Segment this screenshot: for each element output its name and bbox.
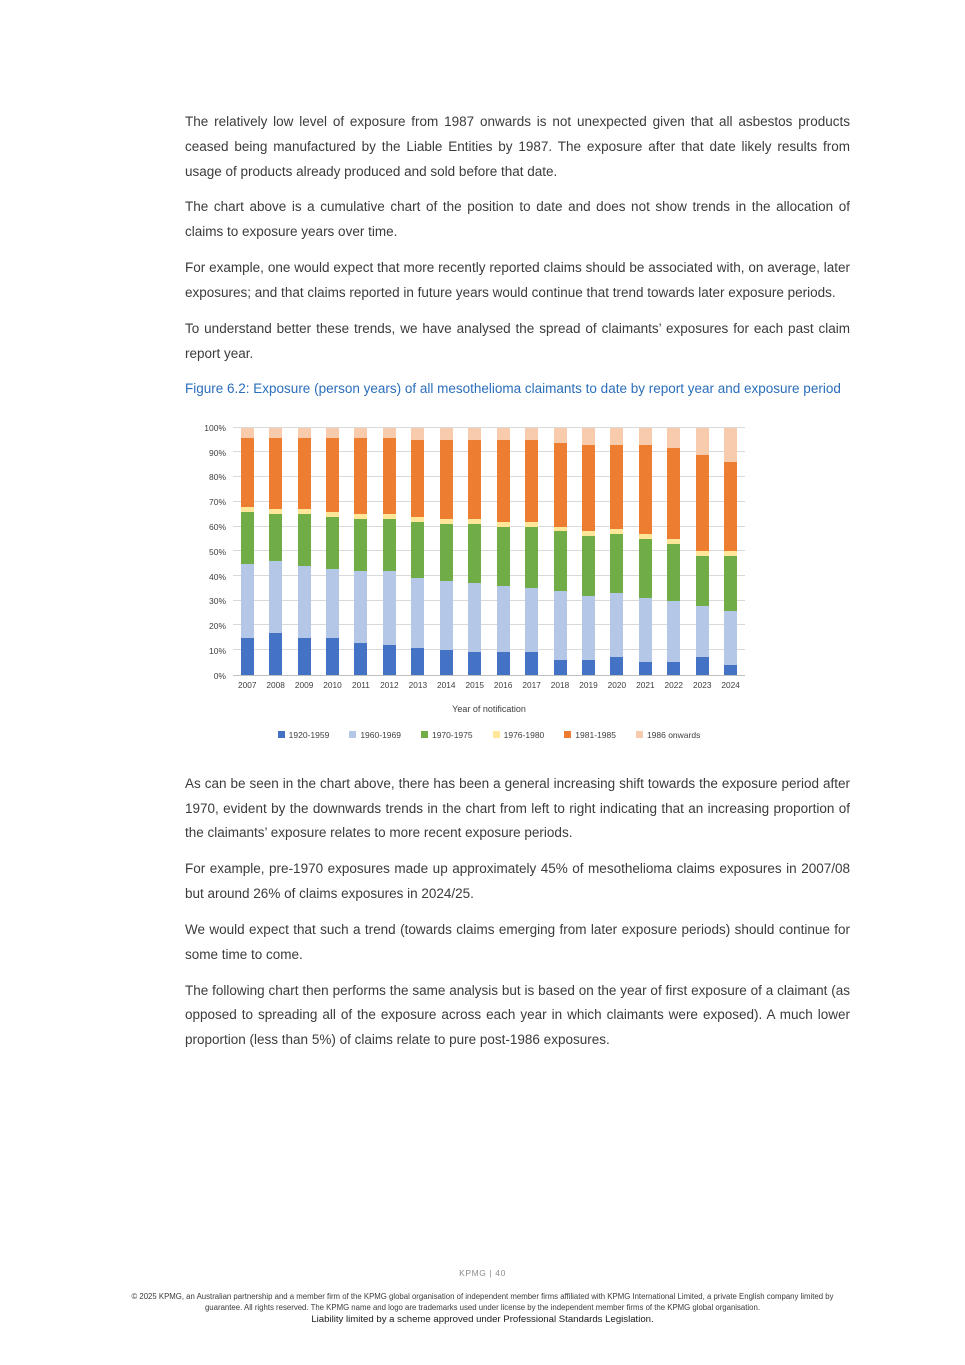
bar-segment-1920-1959 [525, 652, 538, 674]
bar-segment-1920-1959 [411, 648, 424, 675]
bar-segment-1920-1959 [354, 643, 367, 675]
x-tick-label: 2010 [323, 679, 342, 690]
bar-segment-1981-1985 [269, 438, 282, 510]
x-tick-label: 2018 [550, 679, 570, 690]
bar-2017 [517, 428, 545, 675]
bar-2012 [375, 428, 403, 675]
bar-segment-1986-onwards [696, 428, 709, 455]
stacked-bar [582, 428, 595, 675]
y-tick-label: 30% [208, 596, 226, 607]
bar-segment-1986-onwards [269, 428, 282, 438]
bar-segment-1960-1969 [383, 571, 396, 645]
bar-segment-1970-1975 [269, 514, 282, 561]
bar-2022 [660, 428, 688, 675]
bar-2014 [432, 428, 460, 675]
bar-segment-1981-1985 [298, 438, 311, 510]
paragraph-cumulative-chart: The chart above is a cumulative chart of the position to date and does not show trends in the allocation of claims to exposure years over time. [185, 199, 850, 240]
bar-2024 [716, 428, 744, 675]
bar-segment-1970-1975 [554, 531, 567, 590]
bar-segment-1986-onwards [610, 428, 623, 445]
bar-segment-1981-1985 [383, 438, 396, 515]
chart-x-axis-title: Year of notification [452, 703, 526, 714]
stacked-bar [440, 428, 453, 675]
legend-label: 1960-1969 [360, 729, 401, 740]
bar-segment-1960-1969 [639, 598, 652, 662]
bar-segment-1970-1975 [667, 544, 680, 601]
bar-segment-1986-onwards [383, 428, 396, 438]
bar-segment-1960-1969 [610, 593, 623, 657]
bar-2015 [461, 428, 489, 675]
x-tick-label: 2020 [607, 679, 627, 690]
bar-segment-1920-1959 [497, 652, 510, 674]
y-tick-label: 100% [204, 422, 226, 433]
bar-segment-1960-1969 [298, 566, 311, 638]
bar-segment-1981-1985 [468, 440, 481, 519]
bar-segment-1981-1985 [497, 440, 510, 522]
body-bottom-section [185, 772, 850, 1053]
bar-segment-1970-1975 [696, 556, 709, 605]
bar-2016 [489, 428, 517, 675]
bar-segment-1960-1969 [667, 601, 680, 663]
chart-y-axis [197, 422, 233, 681]
bar-segment-1970-1975 [383, 519, 396, 571]
chart-bars [233, 428, 745, 675]
bar-segment-1970-1975 [610, 534, 623, 593]
x-tick-label: 2011 [352, 679, 370, 690]
y-tick-label: 80% [208, 472, 226, 483]
legend-label: 1981-1985 [575, 729, 616, 740]
bar-2010 [318, 428, 346, 675]
x-tick-label: 2016 [493, 679, 513, 690]
bar-segment-1986-onwards [326, 428, 339, 438]
legend-item-1970-1975 [421, 730, 473, 740]
x-tick-label: 2015 [465, 679, 484, 690]
bar-segment-1960-1969 [326, 569, 339, 638]
bar-segment-1960-1969 [269, 561, 282, 633]
x-tick-label: 2021 [636, 679, 655, 690]
stacked-bar [525, 428, 538, 675]
bar-segment-1986-onwards [724, 428, 737, 463]
bar-segment-1960-1969 [724, 611, 737, 665]
x-tick-label: 2024 [721, 679, 740, 690]
bar-segment-1960-1969 [354, 571, 367, 643]
bar-segment-1920-1959 [326, 638, 339, 675]
x-tick-label: 2022 [664, 679, 684, 690]
stacked-bar [696, 428, 709, 675]
bar-segment-1920-1959 [383, 645, 396, 675]
paragraph-understand-trends: To understand better these trends, we have analysed the spread of claimants’ exposures for each past claim report year. [185, 320, 850, 361]
figure-6-2-chart [197, 422, 781, 740]
bar-2013 [404, 428, 432, 675]
paragraph-shift-after-1970: As can be seen in the chart above, there has been a general increasing shift towards the exposure period after 1970, evident by the downwards trends in the chart from left to right indicating that an increasing proportion of the claimants’ exposure relates to more recent exposure periods. [185, 775, 850, 841]
bar-segment-1970-1975 [639, 539, 652, 598]
stacked-bar [610, 428, 623, 675]
stacked-bar [724, 428, 737, 675]
bar-segment-1960-1969 [497, 586, 510, 653]
stacked-bar [269, 428, 282, 675]
bar-segment-1970-1975 [440, 524, 453, 581]
x-tick-label: 2023 [692, 679, 712, 690]
legend-item-1976-1980 [493, 730, 545, 740]
bar-segment-1986-onwards [497, 428, 510, 440]
bar-segment-1920-1959 [269, 633, 282, 675]
copyright-text: © 2025 KPMG, an Australian partnership and a member firm of the KPMG global organisation of independent member firms affiliated with KPMG International Limited, a private English company limited by guarantee. All rights reserved. The KPMG name and logo are trademarks used under license by the independent member firms of the KPMG global organisation. [131, 1292, 834, 1313]
bar-2021 [631, 428, 659, 675]
bar-segment-1981-1985 [440, 440, 453, 519]
bar-segment-1986-onwards [639, 428, 652, 445]
stacked-bar [241, 428, 254, 675]
bar-segment-1981-1985 [696, 455, 709, 551]
bar-segment-1986-onwards [582, 428, 595, 445]
legend-swatch-icon [493, 731, 500, 738]
bar-segment-1920-1959 [696, 657, 709, 674]
bar-segment-1920-1959 [298, 638, 311, 675]
legend-label: 1976-1980 [503, 729, 545, 740]
paragraph-following-chart: The following chart then performs the same analysis but is based on the year of first exposure of a claimant (as opposed to spreading all of the exposure across each year in which claimants were exposed). A much lower proportion (less than 5%) of claims relate to pure post-1986 exposures. [185, 982, 850, 1048]
bar-segment-1986-onwards [241, 428, 254, 438]
legend-item-1960-1969 [349, 730, 401, 740]
bar-segment-1986-onwards [554, 428, 567, 443]
bar-2018 [546, 428, 574, 675]
chart-area [197, 422, 781, 681]
legend-item-1986-onwards [636, 730, 700, 740]
stacked-bar [383, 428, 396, 675]
legend-swatch-icon [278, 731, 285, 738]
bar-segment-1970-1975 [354, 519, 367, 571]
legend-swatch-icon [349, 731, 356, 738]
bar-segment-1981-1985 [354, 438, 367, 515]
legend-item-1981-1985 [564, 730, 616, 740]
bar-2023 [688, 428, 716, 675]
bar-segment-1986-onwards [354, 428, 367, 438]
y-tick-label: 60% [208, 521, 226, 532]
stacked-bar [468, 428, 481, 675]
legend-swatch-icon [421, 731, 428, 738]
paragraph-pre-1970-percentages: For example, pre-1970 exposures made up approximately 45% of mesothelioma claims exposures in 2007/08 but around 26% of claims exposures in 2024/25. [185, 861, 850, 902]
bar-segment-1981-1985 [639, 445, 652, 534]
bar-2009 [290, 428, 318, 675]
bar-2019 [574, 428, 602, 675]
bar-segment-1981-1985 [525, 440, 538, 522]
bar-segment-1960-1969 [411, 578, 424, 647]
bar-segment-1981-1985 [241, 438, 254, 507]
stacked-bar [411, 428, 424, 675]
chart-x-tick-labels [233, 680, 745, 690]
bar-segment-1970-1975 [724, 556, 737, 610]
stacked-bar [639, 428, 652, 675]
bar-segment-1981-1985 [724, 462, 737, 551]
page-content [185, 110, 850, 1064]
x-tick-label: 2019 [579, 679, 598, 690]
x-tick-label: 2012 [380, 679, 399, 690]
bar-segment-1920-1959 [582, 660, 595, 675]
bar-segment-1920-1959 [639, 662, 652, 674]
stacked-bar [354, 428, 367, 675]
bar-segment-1920-1959 [468, 652, 481, 674]
stacked-bar [667, 428, 680, 675]
bar-2008 [261, 428, 289, 675]
bar-segment-1981-1985 [554, 443, 567, 527]
bar-segment-1970-1975 [497, 527, 510, 586]
bar-segment-1960-1969 [696, 606, 709, 658]
bar-segment-1920-1959 [610, 657, 623, 674]
liability-text: Liability limited by a scheme approved under Professional Standards Legislation. [311, 1314, 654, 1325]
legend-label: 1970-1975 [431, 729, 473, 740]
bar-segment-1986-onwards [525, 428, 538, 440]
bar-2020 [603, 428, 631, 675]
bar-segment-1970-1975 [525, 527, 538, 589]
paragraph-trend-continue: We would expect that such a trend (towards claims emerging from later exposure periods) should continue for some time to come. [185, 921, 850, 962]
y-tick-label: 50% [208, 546, 226, 557]
x-tick-label: 2017 [522, 679, 541, 690]
bar-segment-1981-1985 [326, 438, 339, 512]
chart-plot-area [233, 428, 745, 676]
bar-segment-1981-1985 [582, 445, 595, 531]
bar-segment-1960-1969 [582, 596, 595, 660]
bar-segment-1986-onwards [667, 428, 680, 448]
y-tick-label: 40% [208, 571, 226, 582]
bar-segment-1986-onwards [440, 428, 453, 440]
legend-item-1920-1959 [278, 730, 330, 740]
stacked-bar [497, 428, 510, 675]
figure-caption: Figure 6.2: Exposure (person years) of all mesothelioma claimants to date by report year and exposure period [185, 381, 841, 397]
bar-segment-1981-1985 [610, 445, 623, 529]
bar-segment-1986-onwards [468, 428, 481, 440]
x-tick-label: 2009 [294, 679, 314, 690]
x-tick-label: 2013 [408, 679, 428, 690]
y-tick-label: 0% [213, 670, 226, 681]
stacked-bar [298, 428, 311, 675]
page-number: KPMG | 40 [459, 1268, 506, 1278]
chart-legend [233, 730, 745, 740]
paragraph-for-example: For example, one would expect that more recently reported claims should be associated with, on average, later exposures; and that claims reported in future years would continue that trend towards later exposure periods. [185, 260, 850, 300]
bar-segment-1981-1985 [411, 440, 424, 517]
bar-segment-1986-onwards [411, 428, 424, 440]
y-tick-label: 10% [208, 645, 226, 656]
y-tick-label: 70% [208, 497, 226, 508]
paragraph-exposure-1987: The relatively low level of exposure from 1987 onwards is not unexpected given that all asbestos products ceased being manufactured by the Liable Entities by 1987. The exposure after that date likely results from usage of products already produced and sold before that date. [185, 114, 850, 179]
bar-segment-1920-1959 [667, 662, 680, 674]
bar-segment-1960-1969 [468, 583, 481, 652]
bar-segment-1970-1975 [582, 536, 595, 595]
bar-segment-1970-1975 [298, 514, 311, 566]
stacked-bar [554, 428, 567, 675]
bar-segment-1960-1969 [440, 581, 453, 650]
x-tick-label: 2008 [266, 679, 285, 690]
y-tick-label: 20% [208, 621, 226, 632]
legend-label: 1986 onwards [646, 729, 701, 740]
bar-segment-1960-1969 [554, 591, 567, 660]
bar-segment-1981-1985 [667, 448, 680, 539]
bar-segment-1970-1975 [411, 522, 424, 579]
stacked-bar [326, 428, 339, 675]
bar-segment-1920-1959 [440, 650, 453, 675]
bar-segment-1920-1959 [724, 665, 737, 675]
bar-segment-1960-1969 [525, 588, 538, 652]
y-tick-label: 90% [208, 447, 226, 458]
bar-segment-1986-onwards [298, 428, 311, 438]
bar-segment-1920-1959 [241, 638, 254, 675]
legend-swatch-icon [636, 731, 643, 738]
bar-segment-1970-1975 [326, 517, 339, 569]
legend-label: 1920-1959 [288, 729, 330, 740]
bar-2007 [233, 428, 261, 675]
bar-segment-1920-1959 [554, 660, 567, 675]
bar-segment-1970-1975 [241, 512, 254, 564]
x-tick-label: 2014 [437, 679, 456, 690]
bar-segment-1960-1969 [241, 564, 254, 638]
bar-segment-1970-1975 [468, 524, 481, 583]
bar-2011 [347, 428, 375, 675]
legend-swatch-icon [564, 731, 571, 738]
x-tick-label: 2007 [237, 679, 257, 690]
